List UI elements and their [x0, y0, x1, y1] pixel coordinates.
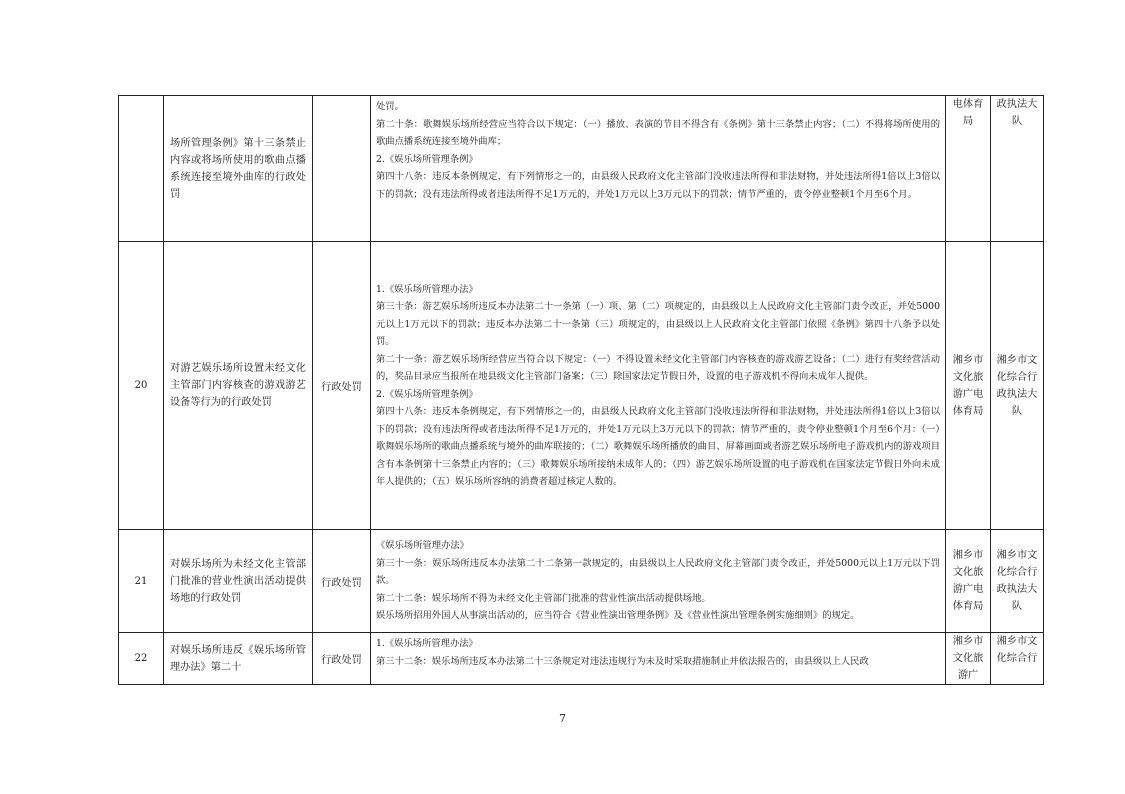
table-row	[119, 530, 1044, 633]
row-item: 场所管理条例》第十三条禁止内容或将场所使用的歌曲点播系统连接至境外曲库的行政处罚	[164, 96, 313, 242]
table-row	[119, 633, 1044, 685]
basis-line: 第三十二条：娱乐场所违反本办法第二十三条规定对违法违规行为未及时采取措施制止并依法报告的，由县级以上人民政	[376, 655, 869, 667]
row-basis	[371, 633, 946, 685]
table-row	[119, 96, 1044, 242]
row-seq: 22	[119, 633, 164, 685]
row-item: 对游艺娱乐场所设置未经文化主管部门内容核查的游戏游艺设备等行为的行政处罚	[164, 242, 313, 530]
row-dept: 湘乡市文化旅游广电体育局	[946, 242, 991, 530]
basis-line: 2.《娱乐场所管理条例》	[376, 388, 478, 400]
basis-line: 第二十一条：游艺娱乐场所经营应当符合以下规定：（一）不得设置未经文化主管部门内容核查的游戏游艺设备；（二）进行有奖经营活动的，奖品目录应当报所在地县级文化主管部门备案；（三）除国家法定节假日外，设置的电子游戏机不得向未成年人提供。	[376, 353, 940, 382]
basis-line: 第四十八条：违反本条例规定，有下列情形之一的，由县级人民政府文化主管部门没收违法所得和非法财物，并处违法所得1倍以上3倍以下的罚款；没有违法所得或者违法所得不足1万元的，并处1万元以上3万元以下的罚款；情节严重的，责令停业整顿1个月至6个月。	[376, 171, 940, 200]
regulation-table	[118, 95, 1044, 685]
basis-line: 娱乐场所招用外国人从事演出活动的，应当符合《营业性演出管理条例》及《营业性演出管理条例实施细则》的规定。	[376, 610, 860, 622]
basis-line: 1.《娱乐场所管理办法》	[376, 283, 478, 295]
row-item: 对娱乐场所为未经文化主管部门批准的营业性演出活动提供场地的行政处罚	[164, 530, 313, 633]
row-seq	[119, 96, 164, 242]
basis-line: 1.《娱乐场所管理办法》	[376, 638, 478, 649]
basis-line: 第三十条：游艺娱乐场所违反本办法第二十一条第（一）项、第（二）项规定的，由县级以上人民政府文化主管部门责令改正，并处5000元以上1万元以下的罚款；违反本办法第二十一条第（三）项规定的，由县级以上人民政府文化主管部门依照《条例》第四十八条予以处罚。	[376, 301, 940, 347]
row-enforcer: 湘乡市文化综合行	[991, 633, 1044, 685]
basis-line: 2.《娱乐场所管理条例》	[376, 153, 478, 165]
row-type: 行政处罚	[313, 242, 371, 530]
basis-line: 第二十条：歌舞娱乐场所经营应当符合以下规定：（一）播放、表演的节目不得含有《条例》第十三条禁止内容；（二）不得将场所使用的歌曲点播系统连接至境外曲库；	[376, 118, 940, 147]
row-dept: 湘乡市文化旅游广	[946, 633, 991, 685]
page-number: 7	[559, 712, 566, 725]
basis-line: 《娱乐场所管理办法》	[376, 540, 469, 552]
row-type	[313, 96, 371, 242]
basis-line: 处罚。	[376, 101, 404, 112]
basis-line: 第二十二条：娱乐场所不得为未经文化主管部门批准的营业性演出活动提供场地。	[376, 592, 711, 604]
row-type: 行政处罚	[313, 530, 371, 633]
row-enforcer: 湘乡市文化综合行政执法大队	[991, 530, 1044, 633]
row-seq: 21	[119, 530, 164, 633]
row-basis	[371, 96, 946, 242]
row-dept: 电体育局	[946, 96, 991, 242]
basis-line: 第三十一条：娱乐场所违反本办法第二十二条第一款规定的，由县级以上人民政府文化主管部门责令改正，并处5000元以上1万元以下罚款。	[376, 557, 940, 587]
row-seq: 20	[119, 242, 164, 530]
row-enforcer: 湘乡市文化综合行政执法大队	[991, 242, 1044, 530]
row-basis	[371, 242, 946, 530]
basis-line: 第四十八条：违反本条例规定，有下列情形之一的，由县级人民政府文化主管部门没收违法所得和非法财物，并处违法所得1倍以上3倍以下的罚款；没有违法所得或者违法所得不足1万元的，并处1万元以上3万元以下的罚款；情节严重的，责令停业整顿1个月至6个月：（一）歌舞娱乐场所的歌曲点播系统与境外的曲库联接的；（二）歌舞娱乐场所播放的曲目、屏幕画面或者游艺娱乐场所电子游戏机内的游戏项目含有本条例第十三条禁止内容的；（三）歌舞娱乐场所接纳未成年人的；（四）游艺娱乐场所设置的电子游戏机在国家法定节假日外向未成年人提供的；（五）娱乐场所容纳的消费者超过核定人数的。	[376, 406, 940, 487]
row-basis	[371, 530, 946, 633]
row-dept: 湘乡市文化旅游广电体育局	[946, 530, 991, 633]
table-row	[119, 242, 1044, 530]
row-enforcer: 政执法大队	[991, 96, 1044, 242]
row-item: 对娱乐场所违反《娱乐场所管理办法》第二十	[164, 633, 313, 685]
document-page	[118, 95, 1038, 685]
row-type: 行政处罚	[313, 633, 371, 685]
